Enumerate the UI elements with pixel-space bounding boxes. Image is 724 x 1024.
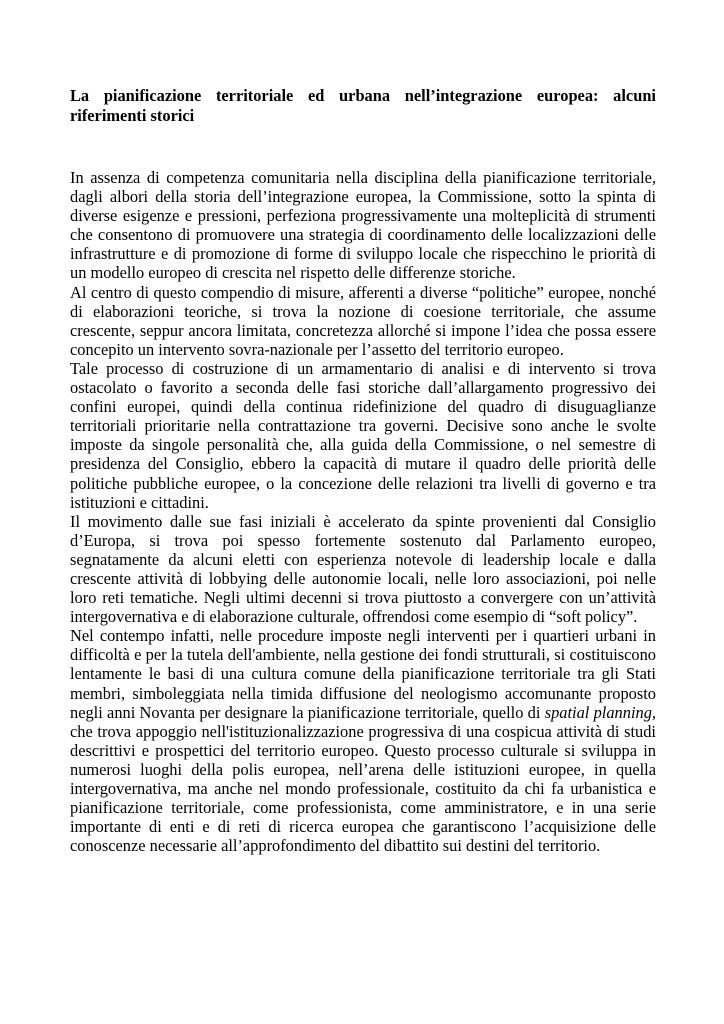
document-title: La pianificazione territoriale ed urbana nell’integrazione europea: alcuni riferimenti storici bbox=[70, 86, 656, 125]
paragraph-1: In assenza di competenza comunitaria nella disciplina della pianificazione territoriale, dagli albori della storia dell’integrazione europea, la Commissione, sotto la spinta di diverse esigenze e pressioni, perfeziona progressivamente una molteplicità di strumenti che consentono di promuovere una strategia di coordinamento delle localizzazioni delle infrastrutture e di promozione di forme di sviluppo locale che rispecchino le priorità di un modello europeo di crescita nel rispetto delle differenze storiche. bbox=[70, 168, 656, 283]
paragraph-5-italic-term: spatial planning, bbox=[544, 702, 656, 722]
document-body bbox=[70, 168, 656, 855]
paragraph-5-text-before: Nel contempo infatti, nelle procedure imposte negli interventi per i quartieri urbani in difficoltà e per la tutela dell'ambiente, nella gestione dei fondi strutturali, si costituiscono lentamente le basi di una cultura comune della pianificazione territoriale tra gli Stati membri, simboleggiata nella timida diffusione del neologismo accomunante proposto negli anni Novanta per designare la pianificazione territoriale, quello di bbox=[70, 626, 656, 722]
paragraph-2: Al centro di questo compendio di misure, afferenti a diverse “politiche” europee, nonché di elaborazioni teoriche, si trova la nozione di coesione territoriale, che assume crescente, seppur ancora limitata, concretezza allorché si impone l’idea che possa essere concepito un intervento sovra-nazionale per l’assetto del territorio europeo. bbox=[70, 282, 656, 359]
paragraph-5 bbox=[70, 626, 656, 855]
paragraph-5-text-after: che trova appoggio nell'istituzionalizzazione progressiva di una cospicua attività di studi descrittivi e prospettici del territorio europeo. Questo processo culturale si sviluppa in numerosi luoghi della polis europea, nell’arena delle istituzioni europee, in quella intergovernativa, ma anche nel mondo professionale, costituito da chi fa urbanistica e pianificazione territoriale, come professionista, come amministratore, e in una serie importante di enti e di reti di ricerca europea che garantiscono l’acquisizione delle conoscenze necessarie all’approfondimento del dibattito sui destini del territorio. bbox=[70, 721, 656, 856]
paragraph-3: Tale processo di costruzione di un armamentario di analisi e di intervento si trova ostacolato o favorito a seconda delle fasi storiche dall’allargamento progressivo dei confini europei, quindi della continua ridefinizione del quadro di disuguaglianze territoriali prioritarie nella contrattazione tra governi. Decisive sono anche le svolte imposte da singole personalità che, alla guida della Commissione, o nel semestre di presidenza del Consiglio, ebbero la capacità di mutare il quadro delle priorità delle politiche pubbliche europee, o la concezione delle relazioni tra livelli di governo e tra istituzioni e cittadini. bbox=[70, 358, 656, 512]
paragraph-4: Il movimento dalle sue fasi iniziali è accelerato da spinte provenienti dal Consiglio d’Europa, si trova poi spesso fortemente sostenuto dal Parlamento europeo, segnatamente da alcuni eletti con esperienza notevole di leadership locale e dalla crescente attività di lobbying delle autonomie locali, nelle loro associazioni, poi nelle loro reti tematiche. Negli ultimi decenni si trova piuttosto a convergere con un’attività intergovernativa e di elaborazione culturale, offrendosi come esempio di “soft policy”. bbox=[70, 511, 656, 627]
document-page bbox=[70, 86, 656, 855]
